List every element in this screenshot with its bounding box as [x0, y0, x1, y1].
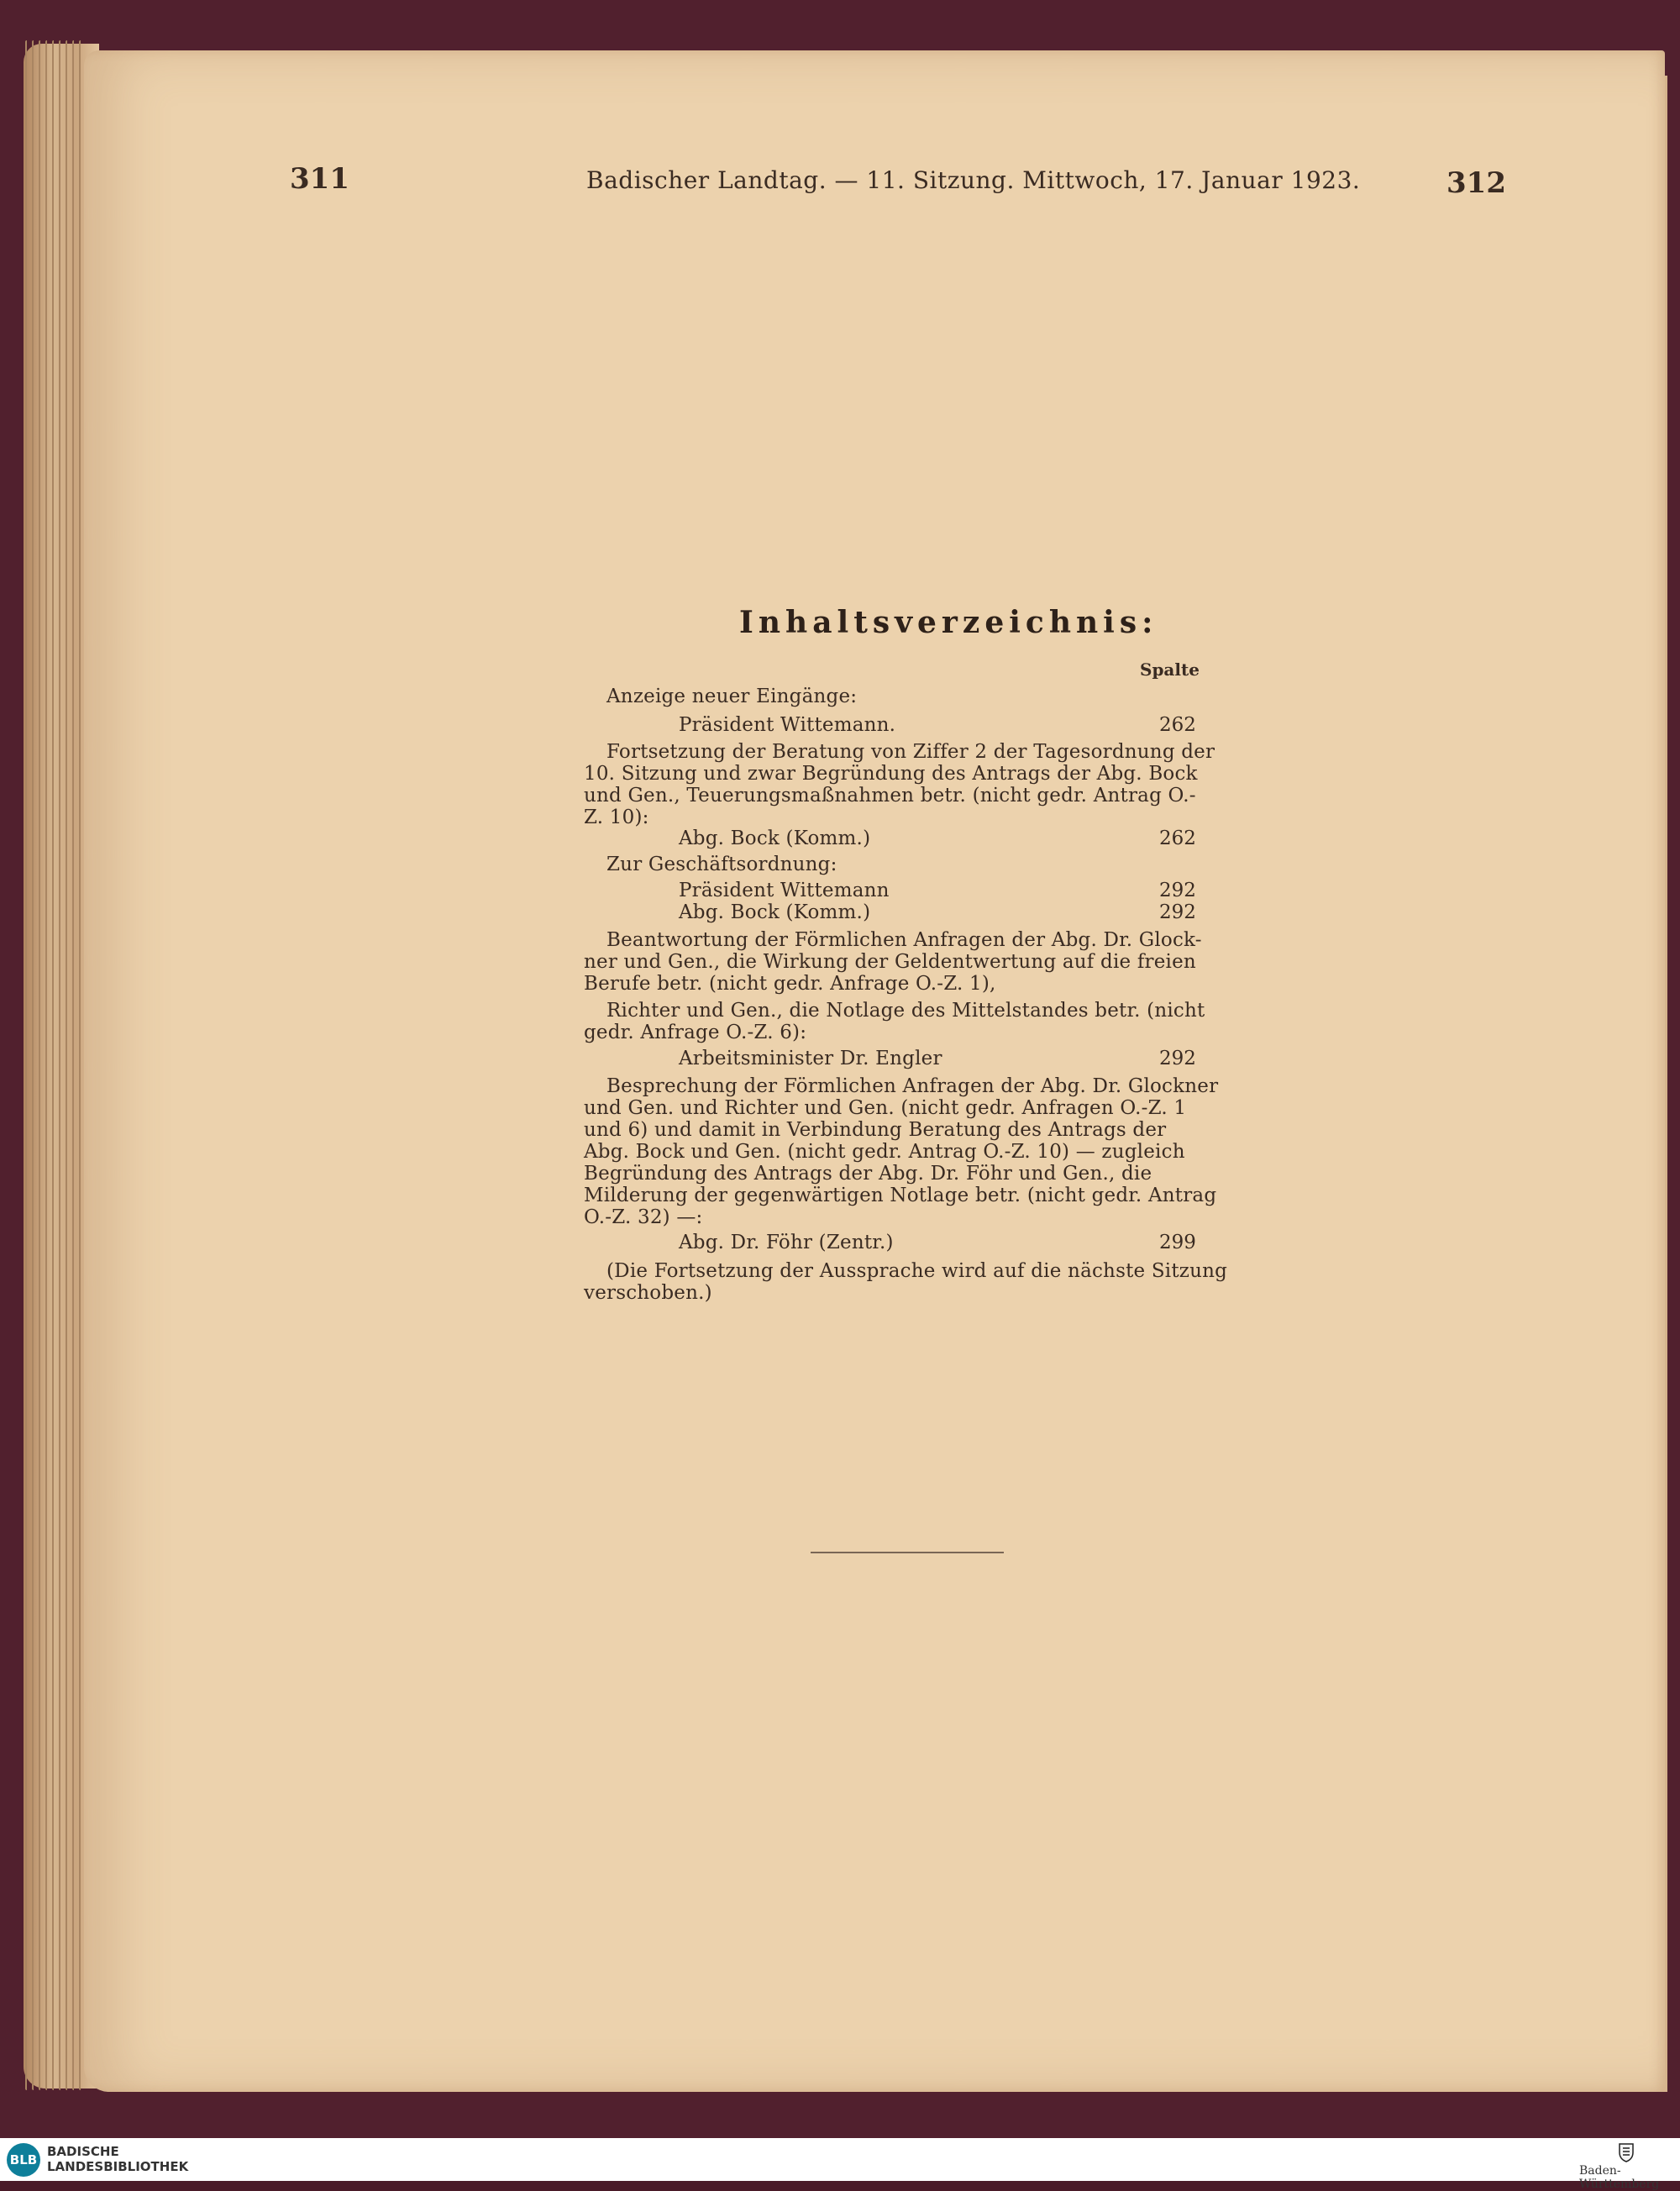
- toc-line: 10. Sitzung und zwar Begründung des Antrags der Abg. Bock: [584, 763, 1198, 785]
- toc-line: Zur Geschäftsordnung:: [606, 854, 837, 875]
- toc-line: Abg. Dr. Föhr (Zentr.): [679, 1232, 894, 1253]
- toc-line: (Die Fortsetzung der Aussprache wird auf die nächste Sitzung: [606, 1260, 1228, 1282]
- column-label: Spalte: [1140, 659, 1200, 680]
- toc-line: O.-Z. 32) —:: [584, 1206, 703, 1228]
- library-name-line2: LANDESBIBLIOTHEK: [47, 2159, 189, 2174]
- toc-page-number: 292: [1159, 880, 1196, 901]
- toc-page-number: 292: [1159, 1048, 1196, 1069]
- toc-line: Abg. Bock und Gen. (nicht gedr. Antrag O.-Z. 10) — zugleich: [584, 1141, 1185, 1163]
- toc-line: ner und Gen., die Wirkung der Geldentwertung auf die freien: [584, 951, 1196, 973]
- section-divider: [811, 1552, 1004, 1553]
- toc-line: Präsident Wittemann: [679, 880, 890, 901]
- coat-of-arms-icon: [1617, 2141, 1635, 2163]
- page-number-right: 312: [1446, 166, 1506, 200]
- state-label: Baden-Württemberg: [1579, 2164, 1660, 2191]
- toc-line: Begründung des Antrags der Abg. Dr. Föhr und Gen., die: [584, 1163, 1152, 1185]
- library-name-line1: BADISCHE: [47, 2144, 119, 2159]
- running-header: Badischer Landtag. — 11. Sitzung. Mittwoch, 17. Januar 1923.: [586, 166, 1361, 194]
- toc-title: Inhaltsverzeichnis:: [739, 605, 1158, 640]
- toc-line: Fortsetzung der Beratung von Ziffer 2 der Tagesordnung der: [606, 741, 1215, 763]
- toc-page-number: 262: [1159, 828, 1196, 849]
- toc-line: Berufe betr. (nicht gedr. Anfrage O.-Z. 1),: [584, 973, 996, 995]
- toc-line: und Gen. und Richter und Gen. (nicht gedr. Anfragen O.-Z. 1: [584, 1097, 1187, 1119]
- toc-line: Anzeige neuer Eingänge:: [606, 686, 858, 707]
- toc-line: und 6) und damit in Verbindung Beratung des Antrags der: [584, 1119, 1167, 1141]
- toc-line: Richter und Gen., die Notlage des Mittelstandes betr. (nicht: [606, 1000, 1205, 1022]
- footer-bar: [0, 2138, 1680, 2181]
- toc-line: Präsident Wittemann.: [679, 714, 896, 736]
- toc-line: verschoben.): [584, 1282, 712, 1304]
- toc-line: und Gen., Teuerungsmaßnahmen betr. (nicht gedr. Antrag O.-: [584, 785, 1196, 807]
- toc-line: Z. 10):: [584, 807, 649, 828]
- toc-line: Milderung der gegenwärtigen Notlage betr. (nicht gedr. Antrag: [584, 1185, 1217, 1206]
- toc-line: Abg. Bock (Komm.): [679, 828, 871, 849]
- toc-line: Besprechung der Förmlichen Anfragen der Abg. Dr. Glockner: [606, 1075, 1219, 1097]
- toc-line: Beantwortung der Förmlichen Anfragen der Abg. Dr. Glock-: [606, 929, 1202, 951]
- toc-page-number: 262: [1159, 714, 1196, 736]
- toc-line: Abg. Bock (Komm.): [679, 901, 871, 923]
- toc-page-number: 299: [1159, 1232, 1196, 1253]
- toc-line: gedr. Anfrage O.-Z. 6):: [584, 1022, 807, 1043]
- document-page: [84, 50, 1665, 2092]
- page-number-left: 311: [290, 162, 349, 196]
- toc-page-number: 292: [1159, 901, 1196, 923]
- blb-logo-icon[interactable]: BLB: [7, 2143, 40, 2177]
- toc-line: Arbeitsminister Dr. Engler: [679, 1048, 942, 1069]
